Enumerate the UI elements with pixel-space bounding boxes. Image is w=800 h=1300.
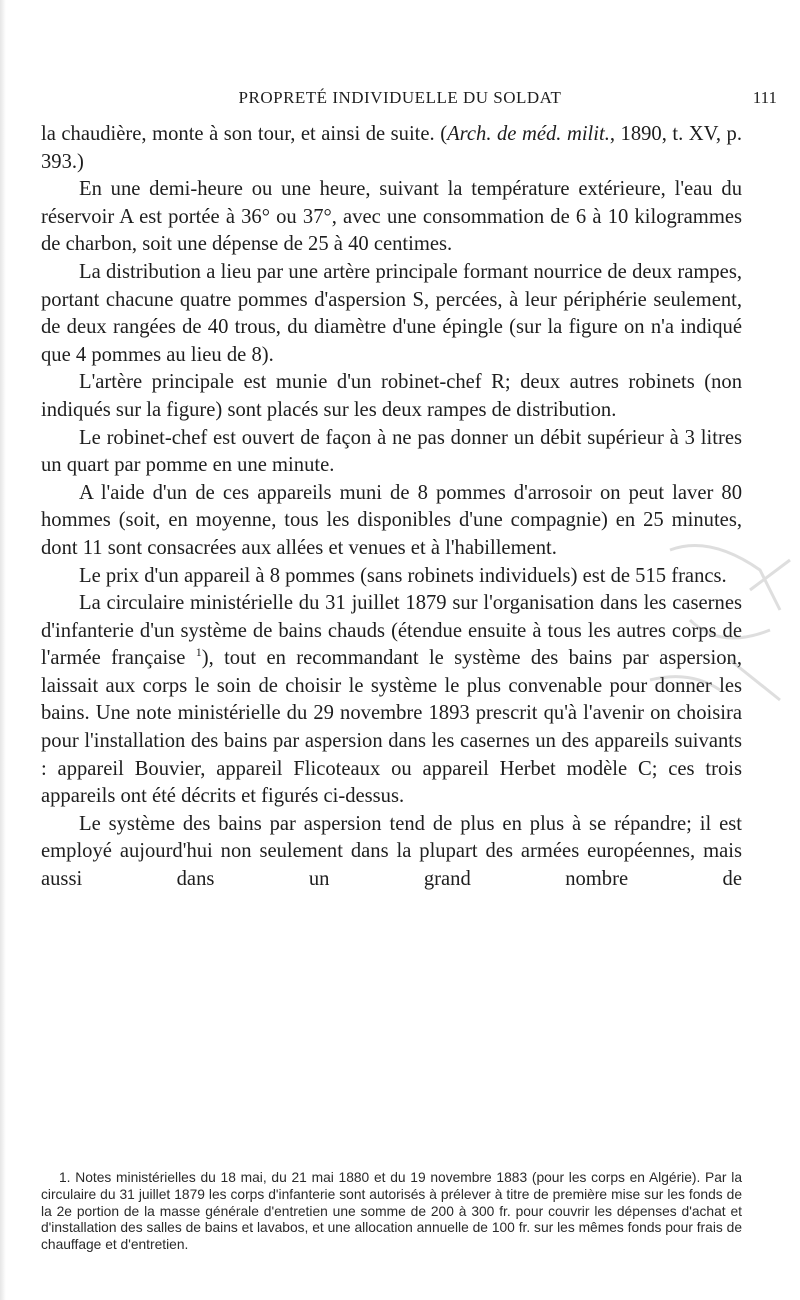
paragraph-8: La circulaire ministérielle du 31 juillet 1879 sur l'organisation dans les casernes d'infanterie d'un système de bains chauds (étendue ensuite à tous les autres corps de l'armée française $^1$), tout en recommandant le système des bains par aspersion, laissait aux corps le soin de choisir le système le plus convenable pour donner les bains. Une note ministérielle du 29 novembre 1893 prescrit qu'à l'avenir on choisira pour l'installation des bains par aspersion dans les casernes un des appareils suivants : appareil Bouvier, appareil Flicoteaux ou appareil Herbet modèle C; ces trois appareils ont été décrits et figurés ci-dessus. [41, 592, 742, 808]
footnotes [41, 1170, 742, 1254]
paragraph-9: Le système des bains par aspersion tend de plus en plus à se répandre; il est employé aujourd'hui non seulement dans la plupart des armées européennes, mais aussi dans un grand nombre de [41, 812, 742, 891]
page-edge-shadow [0, 0, 6, 1300]
page-header [0, 88, 800, 110]
running-title: PROPRETÉ INDIVIDUELLE DU SOLDAT [238, 88, 562, 107]
bleed-stroke [650, 546, 790, 701]
footnote-ref: 1 [195, 645, 202, 660]
show-through-ink [630, 530, 800, 730]
page-number: 111 [752, 88, 777, 107]
paragraph-4: L'artère principale est munie d'un robinet-chef R; deux autres robinets (non indiqués sur la figure) sont placés sur les deux rampes de distribution. [41, 371, 742, 421]
paragraph-3: La distribution a lieu par une artère principale formant nourrice de deux rampes, portant chacune quatre pommes d'aspersion S, percées, à leur périphérie seulement, de deux rangées de 40 trous, du diamètre d'une épingle (sur la figure on n'a indiqué que 4 pommes au lieu de 8). [41, 260, 742, 366]
paragraph-6: A l'aide d'un de ces appareils muni de 8 pommes d'arrosoir on peut laver 80 hommes (soit, en moyenne, tous les disponibles d'une compagnie) en 25 minutes, dont 11 sont consacrées aux allées et venues et à l'habillement. [41, 481, 742, 559]
paragraph-1: la chaudière, monte à son tour, et ainsi de suite. (Arch. de méd. milit., 1890, t. XV, p. 393.) [41, 123, 742, 173]
citation-source: Arch. de méd. milit. [447, 123, 610, 145]
paragraph-5: Le robinet-chef est ouvert de façon à ne pas donner un débit supérieur à 3 litres un quart par pomme en une minute. [41, 426, 742, 477]
paragraph-7: Le prix d'un appareil à 8 pommes (sans robinets individuels) est de 515 francs. [79, 564, 727, 587]
paragraph-2: En une demi-heure ou une heure, suivant la température extérieure, l'eau du réservoir A est portée à 36° ou 37°, avec une consommation de 6 à 10 kilogrammes de charbon, soit une dépense de 25 à 40 centimes. [41, 178, 742, 256]
main-text [41, 121, 742, 894]
footnote-1: 1. Notes ministérielles du 18 mai, du 21 mai 1880 et du 19 novembre 1883 (pour les corps en Algérie). Par la circulaire du 31 juillet 1879 les corps d'infanterie sont autorisés à prélever à titre de première mise sur les fonds de la 2e portion de la masse générale d'entretien une somme de 200 à 300 fr. pour couvrir les dépenses d'achat et d'installation des salles de bains et lavabos, et une allocation annuelle de 100 fr. sur les mêmes fonds pour frais de chauffage et d'entretien. [41, 1170, 742, 1253]
